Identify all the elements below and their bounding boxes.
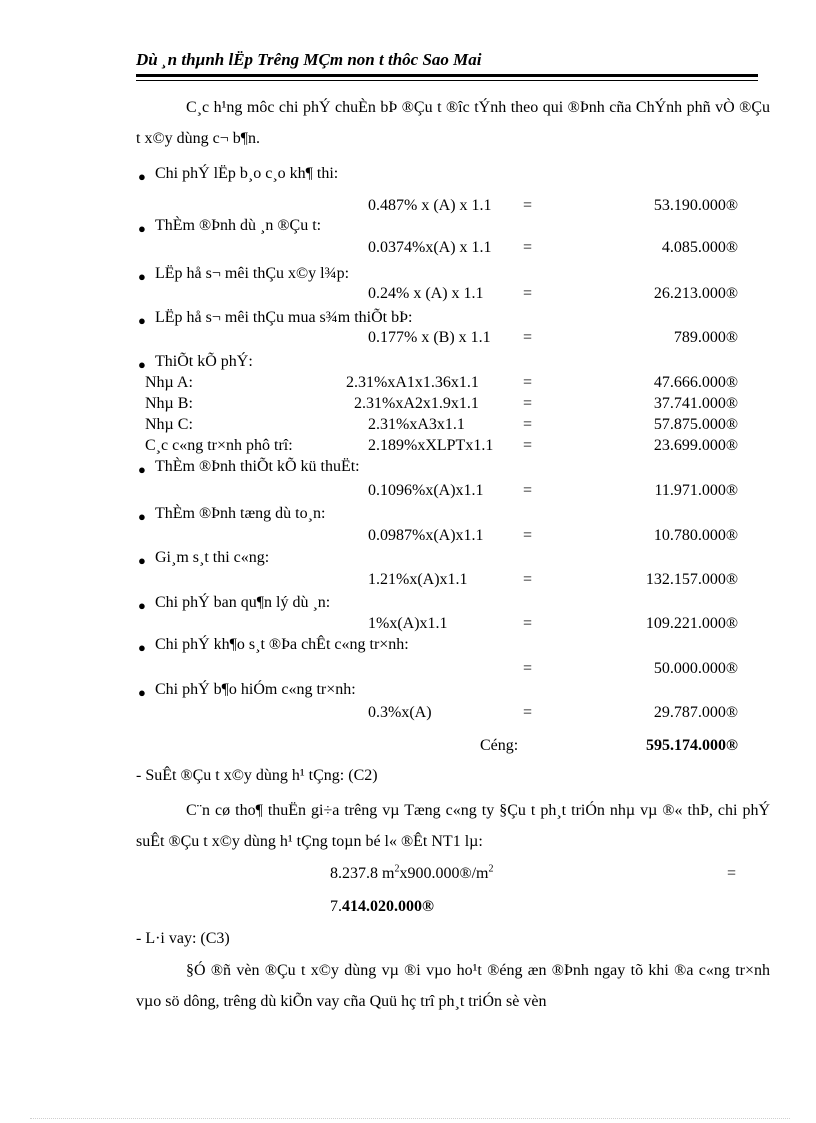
design-row-name: Nhµ B: (145, 395, 193, 412)
item-equals: = (523, 329, 533, 346)
c2-result-bold: 414.020.000® (342, 898, 434, 915)
intro-paragraph: C¸c h¹ng môc chi phÝ chuÈn bÞ ®Çu t ®îc tÝnh theo qui ®Þnh cña ChÝnh phñ vÒ ®Çu t x©y dùng c¬ b¶n. (136, 99, 770, 147)
item-formula: 0.0374%x(A) x 1.1 (368, 239, 492, 256)
item-amount: 132.157.000® (645, 571, 738, 588)
item-equals: = (523, 197, 533, 214)
item-label: Chi phÝ kh¶o s¸t ®Þa chÊt c«ng tr×nh: (155, 636, 409, 653)
design-row-formula: 2.31%xA1x1.36x1.1 (346, 374, 479, 391)
c2-result (330, 898, 434, 916)
item-amount: 53.190.000® (653, 197, 738, 214)
bullet-icon: ● (138, 313, 146, 328)
item-formula: 0.3%x(A) (368, 704, 432, 721)
design-label: ThiÕt kÕ phÝ: (155, 353, 253, 370)
design-row-equals: = (523, 395, 533, 412)
bullet-icon: ● (138, 640, 146, 655)
design-row-equals: = (523, 374, 533, 391)
item-amount: 26.213.000® (653, 285, 738, 302)
item-label: ThÈm ®Þnh dù ¸n ®Çu t: (155, 217, 322, 234)
item-equals: = (523, 482, 533, 499)
bullet-icon: ● (138, 357, 146, 372)
design-row-amount: 47.666.000® (653, 374, 738, 391)
c2-paragraph: C¨n cø tho¶ thuËn gi÷a trêng vµ Tæng c«ng ty §Çu t ph¸t triÓn nhµ vµ ®« thÞ, chi phÝ suÊt ®Çu t x©y dùng h¹ tÇng toµn bé l« ®Êt NT1 lµ: (136, 802, 770, 850)
header-rule-thick (136, 74, 758, 77)
design-row-formula: 2.31%xA2x1.9x1.1 (354, 395, 479, 412)
bullet-icon: ● (138, 269, 146, 284)
item-equals: = (523, 660, 533, 677)
item-amount: 4.085.000® (661, 239, 738, 256)
item-formula: 0.177% x (B) x 1.1 (368, 329, 491, 346)
design-row-amount: 37.741.000® (653, 395, 738, 412)
item-amount: 109.221.000® (645, 615, 738, 632)
design-row-formula: 2.189%xXLPTx1.1 (368, 437, 494, 454)
item-label: Chi phÝ ban qu¶n lý dù ¸n: (155, 594, 331, 611)
item-label: ThÈm ®Þnh thiÕt kÕ kü thuËt: (155, 458, 360, 475)
item-label: Chi phÝ b¶o hiÓm c«ng tr×nh: (155, 681, 356, 698)
bullet-icon: ● (138, 509, 146, 524)
design-row-amount: 57.875.000® (653, 416, 738, 433)
total-amount: 595.174.000® (646, 737, 738, 754)
item-label: LËp hå s¬ mêi thÇu x©y l¾p: (155, 265, 350, 282)
item-label: ThÈm ®Þnh tæng dù to¸n: (155, 505, 326, 522)
bullet-icon: ● (138, 169, 146, 184)
item-equals: = (523, 285, 533, 302)
item-equals: = (523, 239, 533, 256)
design-row-name: Nhµ C: (145, 416, 193, 433)
item-amount: 10.780.000® (653, 527, 738, 544)
item-amount: 11.971.000® (654, 482, 738, 499)
item-formula: 1.21%x(A)x1.1 (368, 571, 468, 588)
bullet-icon: ● (138, 553, 146, 568)
bullet-icon: ● (138, 462, 146, 477)
bullet-icon: ● (138, 598, 146, 613)
item-formula: 0.487% x (A) x 1.1 (368, 197, 492, 214)
header-rule-thin (136, 80, 758, 81)
item-formula: 1%x(A)x1.1 (368, 615, 448, 632)
item-amount: 789.000® (673, 329, 738, 346)
design-row-equals: = (523, 437, 533, 454)
bullet-icon: ● (138, 685, 146, 700)
c2-formula (330, 865, 494, 883)
c2-result-prefix: 7. (330, 898, 342, 915)
item-label: Gi¸m s¸t thi c«ng: (155, 549, 270, 566)
design-row-name: Nhµ A: (145, 374, 193, 391)
item-formula: 0.0987%x(A)x1.1 (368, 527, 484, 544)
c2-formula-mid: x900.000®/m (399, 865, 489, 882)
design-row-formula: 2.31%xA3x1.1 (368, 416, 465, 433)
item-label: LËp hå s¬ mêi thÇu mua s¾m thiÕt bÞ: (155, 309, 413, 326)
c2-formula-sup: 2 (394, 863, 400, 875)
design-row-name: C¸c c«ng tr×nh phô trî: (145, 437, 293, 454)
item-equals: = (523, 527, 533, 544)
item-equals: = (523, 704, 533, 721)
total-label: Céng: (480, 737, 519, 754)
bullet-icon: ● (138, 221, 146, 236)
item-formula: 0.24% x (A) x 1.1 (368, 285, 484, 302)
item-label: Chi phÝ lËp b¸o c¸o kh¶ thi: (155, 165, 339, 182)
design-row-amount: 23.699.000® (653, 437, 738, 454)
item-equals: = (523, 571, 533, 588)
c2-equals: = (727, 865, 737, 882)
c2-formula-main: 8.237.8 m (330, 865, 395, 882)
page-header-title: Dù ¸n thµnh lËp Trêng MÇm non t thôc Sao Mai (136, 50, 482, 69)
c2-heading: - SuÊt ®Çu t x©y dùng h¹ tÇng: (C2) (136, 767, 378, 784)
c3-paragraph: §Ó ®ñ vèn ®Çu t x©y dùng vµ ®i vµo ho¹t ®éng æn ®Þnh ngay tõ khi ®a c«ng tr×nh vµo sö dông, trêng dù kiÕn vay cña Quü hç trî ph¸t triÓn sè vèn (136, 962, 770, 1010)
design-row-equals: = (523, 416, 533, 433)
item-formula: 0.1096%x(A)x1.1 (368, 482, 484, 499)
item-equals: = (523, 615, 533, 632)
c2-formula-sup: 2 (488, 863, 494, 875)
item-amount: 29.787.000® (653, 704, 738, 721)
footer-divider (30, 1118, 790, 1119)
c3-heading: - L·i vay: (C3) (136, 930, 230, 947)
item-amount: 50.000.000® (653, 660, 738, 677)
